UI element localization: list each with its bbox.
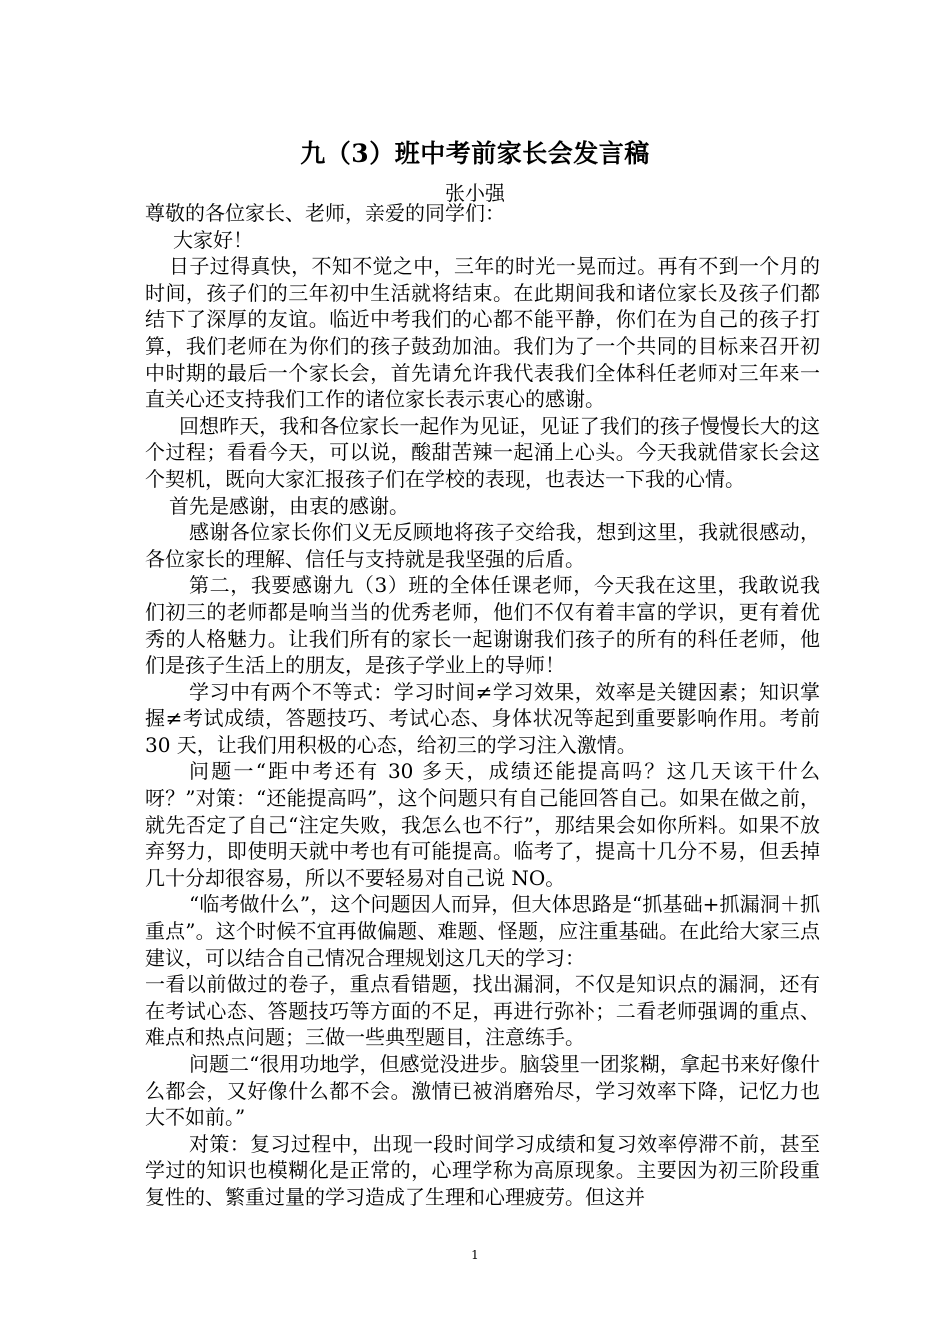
paragraph: 回想昨天，我和各位家长一起作为见证，见证了我们的孩子慢慢长大的这个过程；看看今天，可以说，酸甜苦辣一起涌上心头。今天我就借家长会这个契机，既向大家汇报孩子们在学校的表现，也表达一下我的心情。 [145,413,820,491]
page-title: 九（3）班中考前家长会发言稿 [300,139,650,168]
paragraph: 问题二“很用功地学，但感觉没进步。脑袋里一团浆糊，拿起书来好像什么都会，又好像什么都不会。激情已被消磨殆尽，学习效率下降，记忆力也大不如前。” [145,1052,820,1130]
document-body [145,200,820,1211]
paragraph: 学习中有两个不等式：学习时间≠学习效果，效率是关键因素；知识掌握≠考试成绩，答题技巧、考试心态、身体状况等起到重要影响作用。考前 30 天，让我们用积极的心态，给初三的学习注入激情。 [145,679,820,757]
paragraph: 首先是感谢，由衷的感谢。 [169,493,409,518]
paragraph: 对策：复习过程中，出现一段时间学习成绩和复习效率停滞不前，甚至学过的知识也模糊化是正常的，心理学称为高原现象。主要因为初三阶段重复性的、繁重过量的学习造成了生理和心理疲劳。但这并 [145,1131,820,1209]
paragraph: 一看以前做过的卷子，重点看错题，找出漏洞，不仅是知识点的漏洞，还有在考试心态、答题技巧等方面的不足，再进行弥补；二看老师强调的重点、难点和热点问题；三做一些典型题目，注意练手。 [145,972,820,1050]
paragraph: 日子过得真快，不知不觉之中，三年的时光一晃而过。再有不到一个月的时间，孩子们的三年初中生活就将结束。在此期间我和诸位家长及孩子们都结下了深厚的友谊。临近中考我们的心都不能平静，你们在为自己的孩子打算，我们老师在为你们的孩子鼓劲加油。我们为了一个共同的目标来召开初中时期的最后一个家长会，首先请允许我代表我们全体科任老师对三年来一直关心还支持我们工作的诸位家长表示衷心的感谢。 [145,254,820,412]
paragraph: “临考做什么”，这个问题因人而异，但大体思路是“抓基础+抓漏洞＋抓重点”。这个时候不宜再做偏题、难题、怪题，应注重基础。在此给大家三点建议，可以结合自己情况合理规划这几天的学习： [145,892,820,970]
author-name: 张小强 [445,181,505,205]
paragraph: 尊敬的各位家长、老师，亲爱的同学们： [145,201,505,225]
paragraph: 第二，我要感谢九（3）班的全体任课老师，今天我在这里，我敢说我们初三的老师都是响当当的优秀老师，他们不仅有着丰富的学识，更有着优秀的人格魅力。让我们所有的家长一起谢谢我们孩子的所有的科任老师，他们是孩子生活上的朋友，是孩子学业上的导师！ [145,573,820,678]
paragraph: 感谢各位家长你们义无反顾地将孩子交给我，想到这里，我就很感动，各位家长的理解、信任与支持就是我坚强的后盾。 [145,520,820,571]
page-number: 1 [471,1248,479,1262]
paragraph: 问题一“距中考还有 30 多天，成绩还能提高吗？这几天该干什么呀？”对策：“还能提高吗”，这个问题只有自己能回答自己。如果在做之前，就先否定了自己“注定失败，我怎么也不行”，那结果会如你所料。如果不放弃努力，即使明天就中考也有可能提高。临考了，提高十几分不易，但丢掉几十分却很容易，所以不要轻易对自己说 NO。 [145,759,820,890]
paragraph: 大家好！ [173,227,253,252]
